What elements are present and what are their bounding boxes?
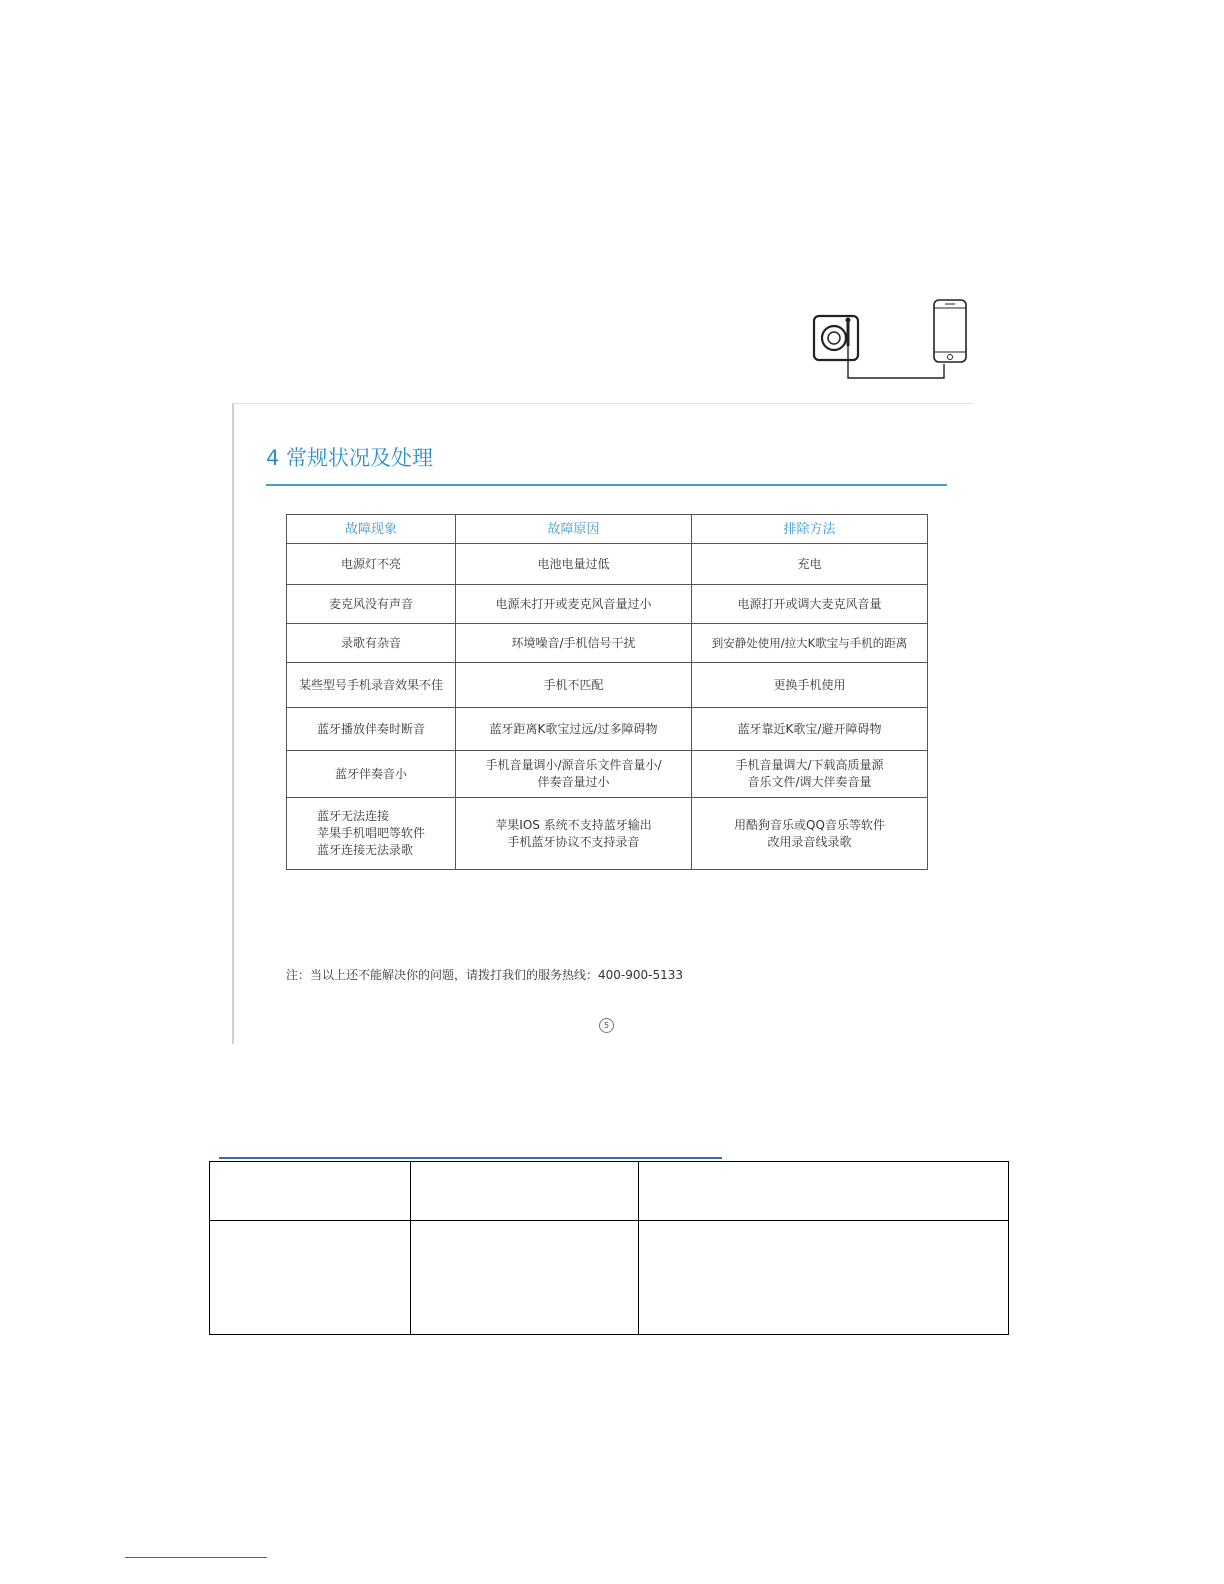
device-connection-illustration bbox=[808, 296, 978, 386]
audio-cable bbox=[848, 346, 944, 378]
cause-cell: 苹果IOS 系统不支持蓝牙输出 手机蓝牙协议不支持录音 bbox=[456, 798, 692, 870]
table-row bbox=[287, 544, 928, 585]
title-rule bbox=[266, 484, 947, 486]
symptom-cell: 某些型号手机录音效果不佳 bbox=[287, 663, 456, 708]
empty-cell bbox=[411, 1162, 639, 1221]
cause-cell: 电源未打开或麦克风音量过小 bbox=[456, 585, 692, 624]
table-row bbox=[287, 751, 928, 798]
solution-cell: 更换手机使用 bbox=[692, 663, 928, 708]
phone-icon bbox=[934, 300, 966, 362]
table-row bbox=[287, 663, 928, 708]
cause-cell: 手机不匹配 bbox=[456, 663, 692, 708]
header-cause: 故障原因 bbox=[456, 515, 692, 544]
table-row bbox=[287, 798, 928, 870]
solution-cell: 到安静处使用/拉大K歌宝与手机的距离 bbox=[692, 624, 928, 663]
solution-cell: 电源打开或调大麦克风音量 bbox=[692, 585, 928, 624]
troubleshooting-table bbox=[286, 514, 928, 870]
hyperlink-underline bbox=[219, 1157, 722, 1159]
service-hotline-note: 注：当以上还不能解决你的问题，请拨打我们的服务热线：400-900-5133 bbox=[286, 968, 684, 982]
symptom-cell: 电源灯不亮 bbox=[287, 544, 456, 585]
empty-cell bbox=[210, 1221, 411, 1335]
table-row bbox=[210, 1221, 1009, 1335]
karaoke-box-icon bbox=[814, 316, 858, 360]
header-symptom: 故障现象 bbox=[287, 515, 456, 544]
cause-cell: 手机音量调小/源音乐文件音量小/ 伴奏音量过小 bbox=[456, 751, 692, 798]
solution-cell: 手机音量调大/下载高质量源 音乐文件/调大伴奏音量 bbox=[692, 751, 928, 798]
table-row bbox=[287, 585, 928, 624]
symptom-cell: 蓝牙无法连接 苹果手机唱吧等软件 蓝牙连接无法录歌 bbox=[287, 798, 456, 870]
cause-cell: 环境噪音/手机信号干扰 bbox=[456, 624, 692, 663]
section-title: 4 常规状况及处理 bbox=[266, 446, 434, 470]
table-row bbox=[287, 624, 928, 663]
symptom-cell: 蓝牙伴奏音小 bbox=[287, 751, 456, 798]
header-solution: 排除方法 bbox=[692, 515, 928, 544]
symptom-cell: 麦克风没有声音 bbox=[287, 585, 456, 624]
solution-cell: 蓝牙靠近K歌宝/避开障碍物 bbox=[692, 708, 928, 751]
solution-cell: 用酷狗音乐或QQ音乐等软件 改用录音线录歌 bbox=[692, 798, 928, 870]
page-number: 5 bbox=[599, 1018, 614, 1033]
manual-page-image bbox=[232, 403, 974, 1044]
symptom-cell: 录歌有杂音 bbox=[287, 624, 456, 663]
solution-cell: 充电 bbox=[692, 544, 928, 585]
symptom-cell: 蓝牙播放伴奏时断音 bbox=[287, 708, 456, 751]
empty-cell bbox=[639, 1221, 1009, 1335]
cause-cell: 蓝牙距离K歌宝过远/过多障碍物 bbox=[456, 708, 692, 751]
empty-cell bbox=[411, 1221, 639, 1335]
empty-cell bbox=[210, 1162, 411, 1221]
table-row bbox=[287, 708, 928, 751]
footnote-separator bbox=[125, 1557, 267, 1558]
cause-cell: 电池电量过低 bbox=[456, 544, 692, 585]
empty-table bbox=[209, 1161, 1009, 1335]
table-row bbox=[210, 1162, 1009, 1221]
table-header-row bbox=[287, 515, 928, 544]
empty-cell bbox=[639, 1162, 1009, 1221]
